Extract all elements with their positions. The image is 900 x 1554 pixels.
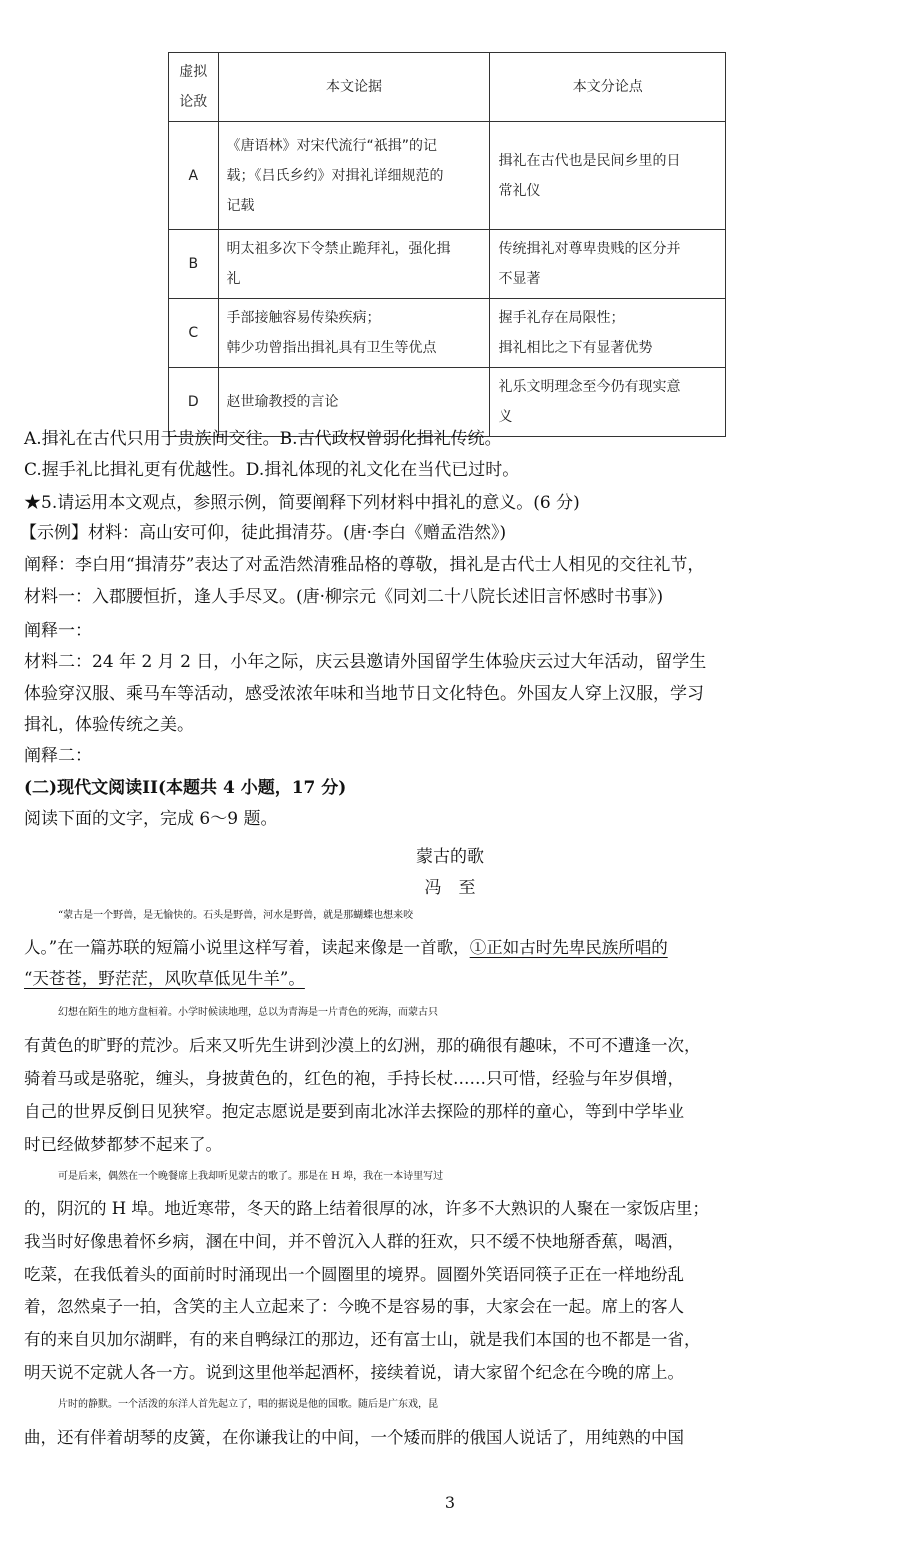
row-evidence: 赵世瑜教授的言论: [218, 368, 490, 437]
argument-table: [168, 52, 726, 437]
row-label: D: [169, 368, 219, 437]
row-point: 握手礼存在局限性； 揖礼相比之下有显著优势: [490, 299, 726, 368]
material-2-line-1: 材料二：24 年 2 月 2 日，小年之际，庆云县邀请外国留学生体验庆云过大年活动，留学生: [24, 652, 707, 672]
paragraph-4-line: 片时的静默。一个活泼的东洋人首先起立了，唱的据说是他的国歌。随后是广东戏，昆: [58, 1399, 438, 1410]
row-point: 传统揖礼对尊卑贵贱的区分并 不显著: [490, 230, 726, 299]
paragraph-2-line: 有黄色的旷野的荒沙。后来又听先生讲到沙漠上的幻洲，那的确很有趣味，不可不遭逢一次，: [24, 1036, 701, 1055]
row-label: B: [169, 230, 219, 299]
table-row: [169, 299, 726, 368]
options-line-1: A.揖礼在古代只用于贵族间交往。B.古代政权曾弱化揖礼传统。: [24, 429, 502, 449]
question-5-title: ★5.请运用本文观点，参照示例，简要阐释下列材料中揖礼的意义。(6 分): [24, 493, 580, 513]
row-point: 揖礼在古代也是民间乡里的日 常礼仪: [490, 122, 726, 230]
paragraph-3-line: 我当时好像患着怀乡病，溷在中间，并不曾沉入人群的狂欢，只不缓不快地掰香蕉，喝酒，: [24, 1232, 684, 1251]
paragraph-3-line: 可是后来，偶然在一个晚餐席上我却听见蒙古的歌了。那是在 H 埠，我在一本诗里写过: [58, 1171, 444, 1182]
material-1: 材料一：入郡腰恒折，逢人手尽叉。(唐·柳宗元《同刘二十八院长述旧言怀感时书事》): [24, 587, 664, 607]
paragraph-2-line: 骑着马或是骆驼，缠头，身披黄色的，红色的袍，手持长杖……只可惜，经验与年岁俱增，: [24, 1069, 684, 1088]
row-label: C: [169, 299, 219, 368]
row-evidence: 《唐语林》对宋代流行“祇揖”的记 载；《吕氏乡约》对揖礼详细规范的 记载: [218, 122, 490, 230]
table-header-row: [169, 53, 726, 122]
material-2-line-3: 揖礼，体验传统之美。: [24, 715, 194, 735]
article-author: 冯 至: [424, 878, 476, 898]
paragraph-3-line: 吃菜，在我低着头的面前时时涌现出一个圆圈里的境界。圆圈外笑语同筷子正在一样地纷乱: [24, 1265, 684, 1284]
section-instruction: 阅读下面的文字，完成 6～9 题。: [24, 809, 278, 829]
paragraph-3-line: 着，忽然桌子一拍，含笑的主人立起来了：今晚不是容易的事，大家会在一起。席上的客人: [24, 1297, 684, 1316]
explanation-1-label: 阐释一：: [24, 621, 92, 641]
paragraph-2-line: 幻想在陌生的地方盘桓着。小学时候读地理，总以为青海是一片青色的死海，而蒙古只: [58, 1007, 438, 1018]
section-heading: (二)现代文阅读II(本题共 4 小题，17 分): [24, 778, 347, 798]
explanation-2-label: 阐释二：: [24, 746, 92, 766]
table-row: [169, 230, 726, 299]
row-point: 礼乐文明理念至今仍有现实意 义: [490, 368, 726, 437]
page-number: 3: [444, 1493, 456, 1512]
paragraph-1-text: 人。”在一篇苏联的短篇小说里这样写着，读起来像是一首歌，: [24, 938, 470, 957]
table-header-cell: 本文分论点: [490, 53, 726, 122]
options-line-2: C.握手礼比揖礼更有优越性。D.揖礼体现的礼文化在当代已过时。: [24, 460, 520, 480]
row-label: A: [169, 122, 219, 230]
paragraph-4-line: 曲，还有伴着胡琴的皮簧，在你谦我让的中间，一个矮而胖的俄国人说话了，用纯熟的中国: [24, 1428, 684, 1447]
table-row: [169, 368, 726, 437]
paragraph-3-line: 的，阴沉的 H 埠。地近寒带，冬天的路上结着很厚的冰，许多不大熟识的人聚在一家饭店里；: [24, 1199, 709, 1218]
material-2-line-2: 体验穿汉服、乘马车等活动，感受浓浓年味和当地节日文化特色。外国友人穿上汉服，学习: [24, 684, 704, 704]
underlined-sentence-1-cont: “天苍苍，野茫茫，风吹草低见牛羊”。: [24, 969, 305, 988]
paragraph-1-line: “蒙古是一个野兽，是无愉快的。石头是野兽，河水是野兽，就是那蝴蝶也想来咬: [58, 910, 414, 921]
table-header-cell: 本文论据: [218, 53, 490, 122]
table-row: [169, 122, 726, 230]
example-material: 【示例】材料：高山安可仰，徒此揖清芬。(唐·李白《赠孟浩然》): [20, 523, 507, 543]
paragraph-3-line: 有的来自贝加尔湖畔，有的来自鸭绿江的那边，还有富士山，就是我们本国的也不都是一省，: [24, 1330, 701, 1349]
row-evidence: 手部接触容易传染疾病； 韩少功曾指出揖礼具有卫生等优点: [218, 299, 490, 368]
paragraph-3-line: 明天说不定就人各一方。说到这里他举起酒杯，接续着说，请大家留个纪念在今晚的席上。: [24, 1363, 684, 1382]
row-evidence: 明太祖多次下令禁止跪拜礼，强化揖 礼: [218, 230, 490, 299]
example-explanation: 阐释：李白用“揖清芬”表达了对孟浩然清雅品格的尊敬，揖礼是古代士人相见的交往礼节，: [24, 555, 705, 575]
table-header-cell: 虚拟 论敌: [169, 53, 219, 122]
paragraph-2-line: 自己的世界反倒日见狭窄。抱定志愿说是要到南北冰洋去探险的那样的童心，等到中学毕业: [24, 1102, 684, 1121]
paragraph-2-line: 时已经做梦都梦不起来了。: [24, 1135, 222, 1154]
paragraph-1-line: [24, 937, 876, 959]
underlined-sentence-1: ①正如古时先卑民族所唱的: [469, 938, 668, 957]
article-title: 蒙古的歌: [416, 847, 484, 867]
